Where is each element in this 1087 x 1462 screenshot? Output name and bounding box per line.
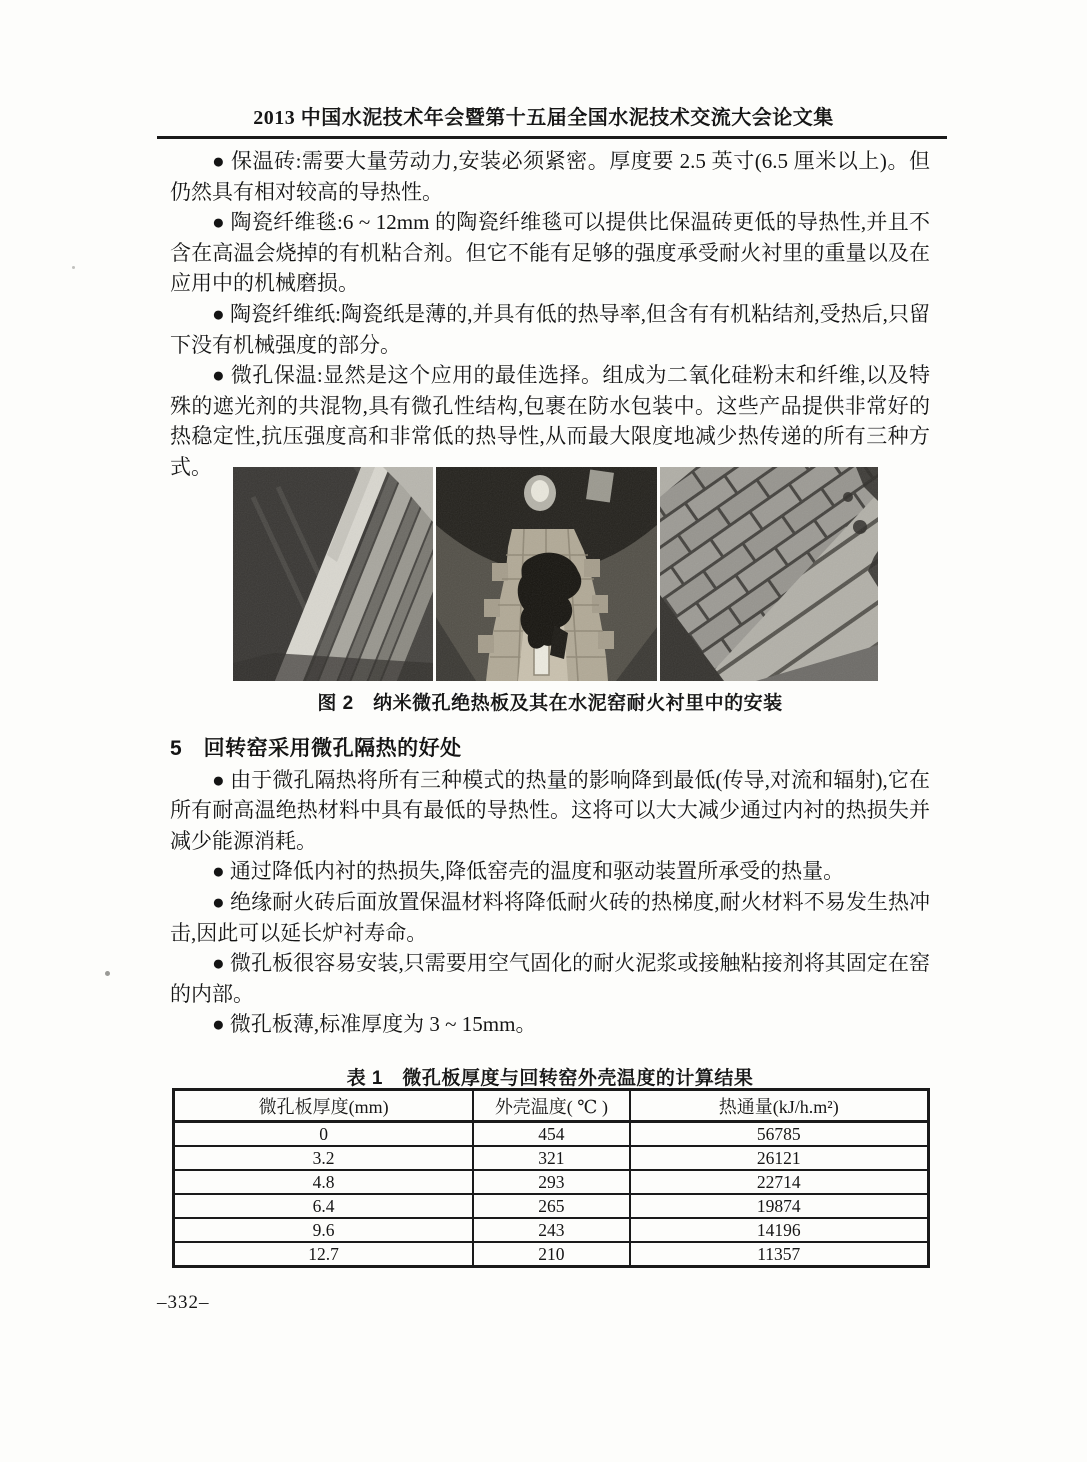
paragraph-ceramic-fiber-paper: ● 陶瓷纤维纸:陶瓷纸是薄的,并具有低的热导率,但含有有机粘结剂,受热后,只留下没有机械强度的部分。 (170, 301, 930, 357)
column-header-shell-temperature: 外壳温度( ℃ ) (473, 1090, 629, 1122)
cell-panel-thickness: 6.4 (174, 1194, 474, 1218)
cell-panel-thickness: 9.6 (174, 1218, 474, 1242)
page-number: –332– (157, 1292, 210, 1313)
kiln-interior-installation-photo (436, 467, 657, 681)
cell-panel-thickness: 0 (174, 1122, 474, 1147)
cell-shell-temperature: 293 (473, 1170, 629, 1194)
insulation-materials-block (170, 146, 930, 483)
cell-shell-temperature: 454 (473, 1122, 629, 1147)
cell-panel-thickness: 12.7 (174, 1242, 474, 1267)
microporous-panels-photo (233, 467, 433, 681)
cell-panel-thickness: 3.2 (174, 1146, 474, 1170)
cell-shell-temperature: 210 (473, 1242, 629, 1267)
cell-shell-temperature: 265 (473, 1194, 629, 1218)
paragraph-insulating-brick: ● 保温砖:需要大量劳动力,安装必须紧密。厚度要 2.5 英寸(6.5 厘米以上)。但仍然具有相对较高的导热性。 (170, 149, 930, 204)
benefit-lowest-conductivity: ● 由于微孔隔热将所有三种模式的热量的影响降到最低(传导,对流和辐射),它在所有耐高温绝热材料中具有最低的导热性。这将可以大大减少通过内衬的热损失并减少能源消耗。 (170, 767, 930, 853)
cell-heat-flux: 11357 (630, 1242, 929, 1267)
table-header-row (174, 1090, 929, 1122)
figure-2-caption: 图 2 纳米微孔绝热板及其在水泥窑耐火衬里中的安装 (317, 693, 783, 714)
table-row (174, 1194, 929, 1218)
column-header-heat-flux: 热通量(kJ/h.m²) (630, 1090, 929, 1122)
table-row (174, 1170, 929, 1194)
scan-speck (105, 971, 110, 976)
cell-heat-flux: 19874 (630, 1194, 929, 1218)
benefit-lower-shell-temperature: ● 通过降低内衬的热损失,降低窑壳的温度和驱动装置所承受的热量。 (212, 859, 845, 884)
benefit-thin-panels: ● 微孔板薄,标准厚度为 3 ~ 15mm。 (212, 1012, 537, 1037)
table-body (174, 1122, 929, 1267)
table-1-title: 表 1 微孔板厚度与回转窑外壳温度的计算结果 (346, 1068, 754, 1089)
cell-shell-temperature: 321 (473, 1146, 629, 1170)
conference-proceedings-header: 2013 中国水泥技术年会暨第十五届全国水泥技术交流大会论文集 (253, 107, 834, 129)
kiln-brick-lining-photo (660, 467, 878, 681)
paragraph-microporous-insulation: ● 微孔保温:显然是这个应用的最佳选择。组成为二氧化硅粉末和纤维,以及特殊的遮光剂的共混物,具有微孔性结构,包裹在防水包装中。这些产品提供非常好的热稳定性,抗压强度高和非常低的热导性,从而最大限度地减少热传递的所有三种方式。 (170, 363, 930, 479)
table-row (174, 1242, 929, 1267)
cell-heat-flux: 22714 (630, 1170, 929, 1194)
header-divider (157, 136, 947, 139)
figure-2-photo-strip (233, 467, 878, 681)
table-row (174, 1122, 929, 1147)
column-header-panel-thickness: 微孔板厚度(mm) (174, 1090, 474, 1122)
table-row (174, 1218, 929, 1242)
cell-heat-flux: 14196 (630, 1218, 929, 1242)
section-5-block (170, 734, 930, 1040)
cell-shell-temperature: 243 (473, 1218, 629, 1242)
cell-heat-flux: 26121 (630, 1146, 929, 1170)
cell-panel-thickness: 4.8 (174, 1170, 474, 1194)
table-row (174, 1146, 929, 1170)
benefit-easy-installation: ● 微孔板很容易安装,只需要用空气固化的耐火泥浆或接触粘接剂将其固定在窑的内部。 (170, 951, 930, 1006)
benefit-thermal-gradient: ● 绝缘耐火砖后面放置保温材料将降低耐火砖的热梯度,耐火材料不易发生热冲击,因此可以延长炉衬寿命。 (170, 889, 930, 945)
paragraph-ceramic-fiber-blanket: ● 陶瓷纤维毯:6 ~ 12mm 的陶瓷纤维毯可以提供比保温砖更低的导热性,并且不含在高温会烧掉的有机粘合剂。但它不能有足够的强度承受耐火衬里的重量以及在应用中的机械磨损。 (170, 210, 930, 296)
cell-heat-flux: 56785 (630, 1122, 929, 1147)
section-5-heading: 5 回转窑采用微孔隔热的好处 (170, 737, 462, 760)
scan-speck (72, 266, 75, 269)
table-1-results (172, 1088, 930, 1268)
